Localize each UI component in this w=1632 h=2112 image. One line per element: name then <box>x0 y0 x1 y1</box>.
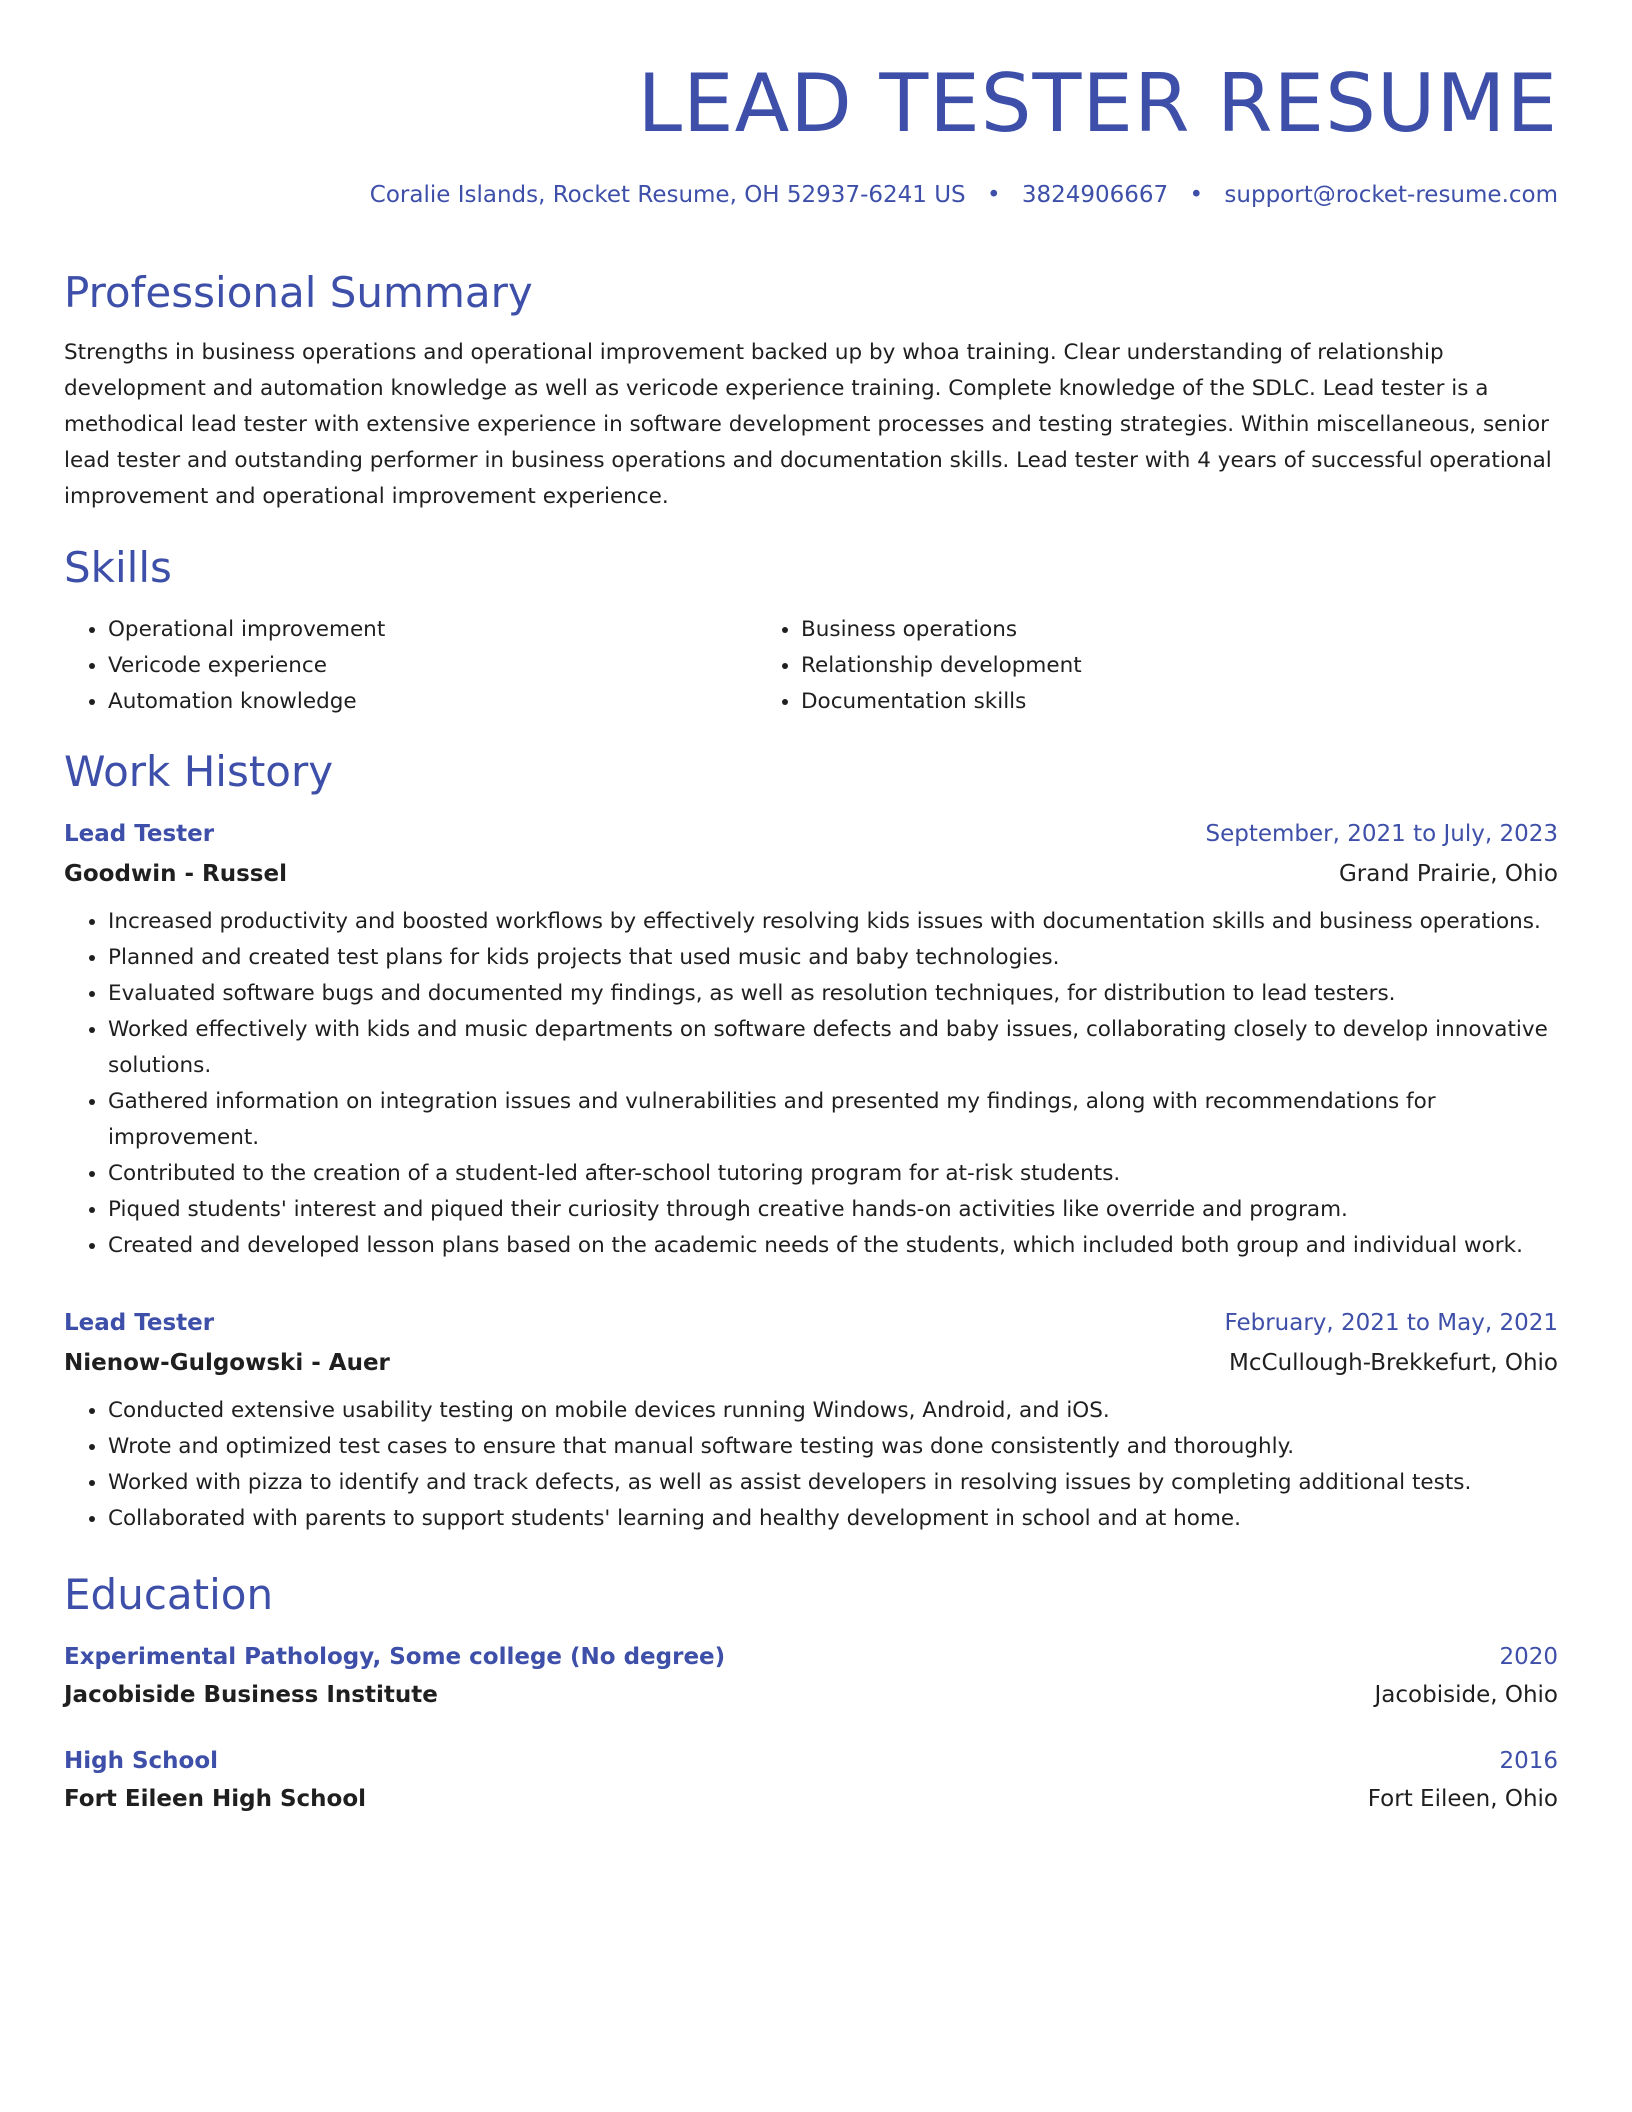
summary-heading: Professional Summary <box>64 268 533 317</box>
skills-column-left <box>64 612 757 720</box>
job-location: Grand Prairie, Ohio <box>1338 861 1558 887</box>
job-bullet: • Gathered information on integration issues and vulnerabilities and presented my findings, along with recommendations for improvement. <box>108 1084 1558 1156</box>
education-degree-row <box>64 1746 1558 1776</box>
education-section <box>64 1570 1558 1814</box>
education-location: Jacobiside, Ohio <box>1374 1682 1558 1708</box>
job-entry <box>64 1308 1558 1537</box>
job-location: McCullough-Brekkefurt, Ohio <box>1229 1350 1558 1376</box>
contact-separator: • <box>1189 182 1204 208</box>
education-entry <box>64 1746 1558 1814</box>
education-school-row <box>64 1776 1558 1814</box>
job-bullet: • Increased productivity and boosted workflows by effectively resolving kids issues with documentation skills and business operations. <box>108 904 1558 940</box>
contact-phone: 3824906667 <box>1021 182 1169 208</box>
job-company: Nienow-Gulgowski - Auer <box>64 1350 390 1376</box>
job-bullet: • Planned and created test plans for kids projects that used music and baby technologies. <box>108 940 1558 976</box>
job-dates: September, 2021 to July, 2023 <box>1205 821 1558 847</box>
resume-title: LEAD TESTER RESUME <box>637 57 1558 150</box>
skill-item: • Operational improvement <box>108 612 757 648</box>
education-degree: High School <box>64 1748 219 1774</box>
skills-section <box>64 543 1558 720</box>
job-bullet: • Wrote and optimized test cases to ensure that manual software testing was done consistently and thoroughly. <box>108 1429 1558 1465</box>
skill-item: • Documentation skills <box>801 684 1450 720</box>
contact-address: Coralie Islands, Rocket Resume, OH 52937-6241 US <box>369 182 966 208</box>
job-title-row <box>64 1308 1558 1338</box>
summary-text: Strengths in business operations and operational improvement backed up by whoa training. Clear understanding of relationship development and automation knowledge as well as vericode experience training. Complete knowledge of the SDLC. Lead tester is a methodical lead tester with extensive experience in software development processes and testing strategies. Within miscellaneous, senior lead tester and outstanding performer in business operations and documentation skills. Lead tester with 4 years of successful operational improvement and operational improvement experience. <box>64 340 1552 509</box>
contact-line <box>64 180 1558 210</box>
resume-page <box>64 0 1558 1814</box>
job-bullet: • Created and developed lesson plans based on the academic needs of the students, which included both group and individual work. <box>108 1228 1558 1264</box>
education-school-row <box>64 1672 1558 1710</box>
job-bullet: • Worked with pizza to identify and track defects, as well as assist developers in resolving issues by completing additional tests. <box>108 1465 1558 1501</box>
job-company: Goodwin - Russel <box>64 861 287 887</box>
skills-heading: Skills <box>64 543 172 592</box>
job-bullet: • Collaborated with parents to support students' learning and healthy development in school and at home. <box>108 1501 1558 1537</box>
job-role: Lead Tester <box>64 821 215 847</box>
skill-item: • Relationship development <box>801 648 1450 684</box>
education-entry <box>64 1642 1558 1710</box>
job-company-row <box>64 849 1558 889</box>
job-dates: February, 2021 to May, 2021 <box>1224 1310 1558 1336</box>
work-history-heading: Work History <box>64 747 334 796</box>
job-bullet: • Contributed to the creation of a student-led after-school tutoring program for at-risk students. <box>108 1156 1558 1192</box>
job-bullet: • Worked effectively with kids and music departments on software defects and baby issues, collaborating closely to develop innovative solutions. <box>108 1012 1558 1084</box>
education-year: 2020 <box>1499 1644 1558 1670</box>
education-school: Fort Eileen High School <box>64 1786 367 1812</box>
education-location: Fort Eileen, Ohio <box>1367 1786 1558 1812</box>
job-bullet: • Piqued students' interest and piqued their curiosity through creative hands-on activities like override and program. <box>108 1192 1558 1228</box>
summary-section <box>64 268 1558 515</box>
job-bullet: • Conducted extensive usability testing on mobile devices running Windows, Android, and iOS. <box>108 1393 1558 1429</box>
education-degree-row <box>64 1642 1558 1672</box>
contact-email: support@rocket-resume.com <box>1224 182 1558 208</box>
education-degree: Experimental Pathology, Some college (No degree) <box>64 1644 726 1670</box>
job-bullets <box>64 1393 1558 1537</box>
education-year: 2016 <box>1499 1748 1558 1774</box>
job-entry <box>64 819 1558 1264</box>
skills-columns <box>64 612 1558 720</box>
education-heading: Education <box>64 1570 274 1619</box>
skill-item: • Business operations <box>801 612 1450 648</box>
job-bullets <box>64 904 1558 1264</box>
job-title-row <box>64 819 1558 849</box>
contact-separator: • <box>986 182 1001 208</box>
skill-item: • Automation knowledge <box>108 684 757 720</box>
resume-header <box>64 58 1558 210</box>
skills-column-right <box>757 612 1450 720</box>
job-bullet: • Evaluated software bugs and documented my findings, as well as resolution techniques, for distribution to lead testers. <box>108 976 1558 1012</box>
job-role: Lead Tester <box>64 1310 215 1336</box>
skill-item: • Vericode experience <box>108 648 757 684</box>
job-company-row <box>64 1338 1558 1378</box>
education-school: Jacobiside Business Institute <box>64 1682 438 1708</box>
work-history-section <box>64 747 1558 1537</box>
